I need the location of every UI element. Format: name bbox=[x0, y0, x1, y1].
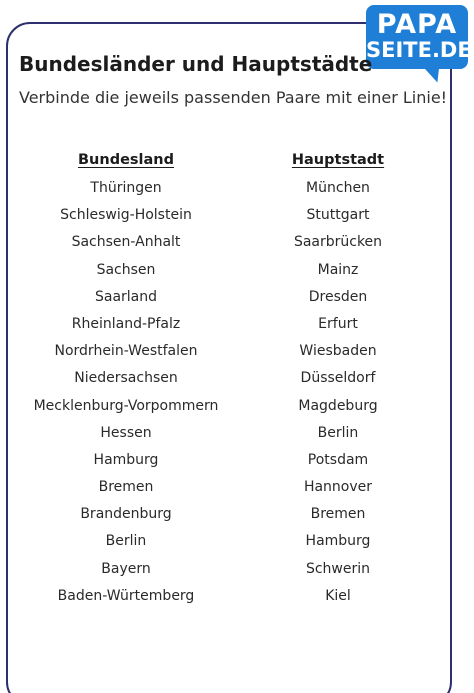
worksheet-title: Bundesländer und Hauptstädte bbox=[19, 52, 373, 76]
capital-list-item: Dresden bbox=[308, 288, 368, 305]
column-header-bundesland: Bundesland bbox=[78, 152, 174, 168]
worksheet-instruction: Verbinde die jeweils passenden Paare mit einer Linie! bbox=[19, 88, 448, 107]
state-list-item: Berlin bbox=[105, 533, 147, 550]
capital-list-item: Stuttgart bbox=[306, 207, 370, 224]
state-list-item: Hessen bbox=[100, 424, 152, 441]
column-header-hauptstadt: Hauptstadt bbox=[291, 152, 385, 168]
capital-list-item: Erfurt bbox=[318, 315, 358, 332]
state-list-item: Baden-Würtemberg bbox=[57, 587, 195, 604]
state-list-item: Bremen bbox=[98, 479, 154, 496]
capital-list-item: Mainz bbox=[317, 261, 359, 278]
capital-list-item: Kiel bbox=[325, 587, 351, 604]
state-list-item: Brandenburg bbox=[80, 506, 172, 523]
capital-list-item: Schwerin bbox=[305, 560, 371, 577]
state-list-item: Nordrhein-Westfalen bbox=[54, 343, 198, 360]
capital-list-item: Düsseldorf bbox=[300, 370, 376, 387]
capital-list-item: Saarbrücken bbox=[293, 234, 383, 251]
states-list bbox=[26, 175, 226, 610]
state-list-item: Rheinland-Pfalz bbox=[71, 315, 181, 332]
state-list-item: Hamburg bbox=[93, 451, 159, 468]
state-list-item: Thüringen bbox=[90, 180, 162, 196]
state-list-item: Sachsen bbox=[96, 261, 156, 278]
state-list-item: Niedersachsen bbox=[74, 370, 178, 387]
state-list-item: Bayern bbox=[101, 560, 151, 577]
state-list-item: Saarland bbox=[94, 288, 158, 305]
papaseite-logo[interactable] bbox=[366, 5, 472, 87]
capital-list-item: Hannover bbox=[303, 479, 373, 496]
capital-list-item: Bremen bbox=[310, 506, 366, 523]
state-list-item: Schleswig-Holstein bbox=[60, 207, 192, 224]
capital-list-item: Hamburg bbox=[305, 533, 371, 550]
state-list-item: Sachsen-Anhalt bbox=[71, 234, 181, 251]
logo-text-seite: SEITE.DE bbox=[366, 38, 472, 62]
capital-list-item: Potsdam bbox=[307, 451, 369, 468]
state-list-item: Mecklenburg-Vorpommern bbox=[33, 397, 219, 414]
capital-list-item: Berlin bbox=[317, 424, 359, 441]
capital-list-item: Magdeburg bbox=[298, 397, 378, 414]
capitals-list bbox=[283, 175, 393, 610]
capital-list-item: München bbox=[306, 180, 370, 196]
logo-text-papa: PAPA bbox=[376, 9, 458, 40]
capital-list-item: Wiesbaden bbox=[299, 343, 377, 360]
